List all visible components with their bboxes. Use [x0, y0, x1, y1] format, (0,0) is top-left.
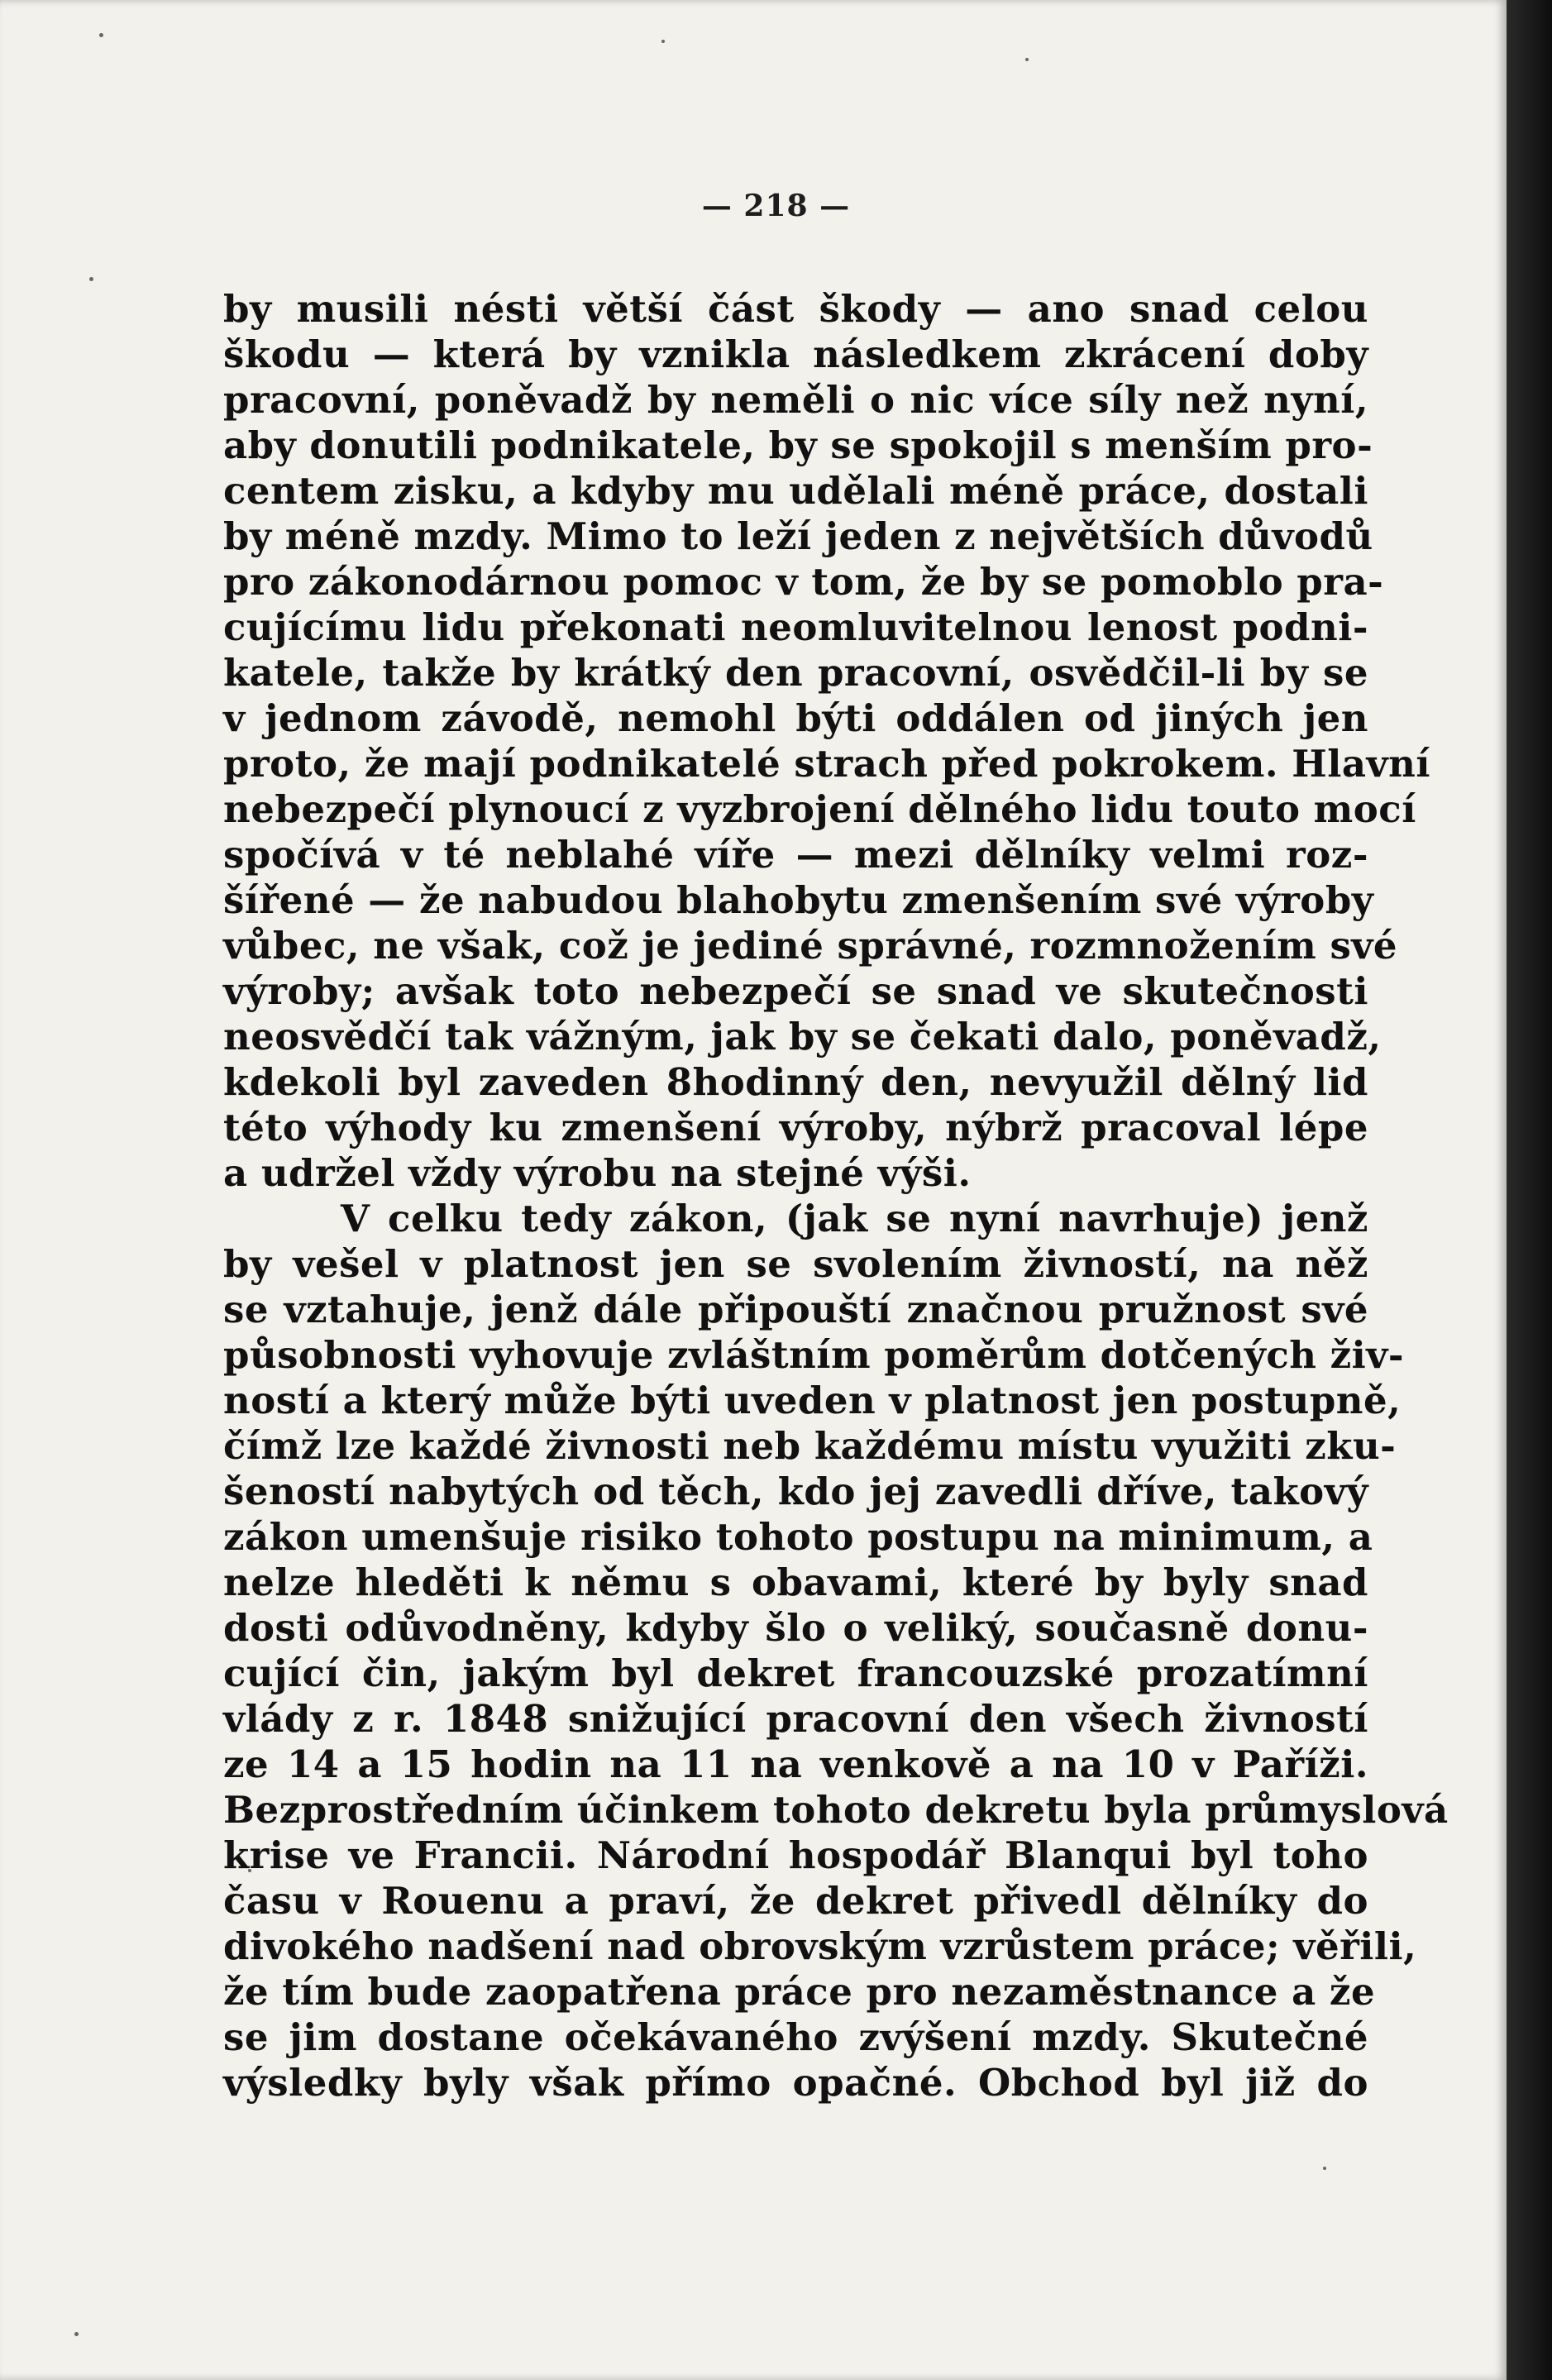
text-line: se vztahuje, jenž dále připouští značnou pružnost své [223, 1288, 1368, 1331]
text-line: že tím bude zaopatřena práce pro nezaměstnance a že [223, 1970, 1376, 2014]
text-line: spočívá v té neblahé víře — mezi dělníky velmi roz- [223, 833, 1368, 877]
print-speck [74, 2332, 79, 2336]
text-line: nebezpečí plynoucí z vyzbrojení dělného lidu touto mocí [223, 787, 1416, 831]
text-line: šeností nabytých od těch, kdo jej zavedli dříve, takový [223, 1470, 1368, 1513]
print-speck [661, 40, 665, 43]
text-line: centem zisku, a kdyby mu udělali méně práce, dostali [223, 469, 1368, 513]
text-line: vlády z r. 1848 snižující pracovní den všech živností [223, 1697, 1368, 1741]
print-speck [89, 277, 93, 281]
text-line: výsledky byly však přímo opačné. Obchod byl již do [223, 2061, 1368, 2105]
text-line: proto, že mají podnikatelé strach před pokrokem. Hlavní [223, 742, 1430, 786]
text-line: ze 14 a 15 hodin na 11 na venkově a na 10 v Paříži. [223, 1742, 1368, 1786]
text-line: cující čin, jakým byl dekret francouzské prozatímní [223, 1651, 1368, 1695]
text-line: dosti odůvodněny, kdyby šlo o veliký, současně donu- [223, 1606, 1368, 1650]
text-line: pro zákonodárnou pomoc v tom, že by se pomoblo pra- [223, 560, 1384, 604]
text-line: výroby; avšak toto nebezpečí se snad ve skutečnosti [223, 969, 1368, 1013]
page-edge-shadow [1507, 0, 1552, 2380]
text-line: nelze hleděti k němu s obavami, které by byly snad [223, 1560, 1368, 1604]
text-line: vůbec, ne však, což je jediné správné, rozmnožením své [223, 924, 1398, 968]
text-line: by vešel v platnost jen se svolením živností, na něž [223, 1242, 1368, 1286]
text-line: pracovní, poněvadž by neměli o nic více síly než nyní, [223, 378, 1368, 422]
text-line: zákon umenšuje risiko tohoto postupu na minimum, a [223, 1515, 1373, 1559]
text-line: kdekoli byl zaveden 8hodinný den, nevyužil dělný lid [223, 1060, 1368, 1104]
text-line: škodu — která by vznikla následkem zkrácení doby [223, 332, 1368, 376]
text-line: se jim dostane očekávaného zvýšení mzdy. Skutečné [223, 2015, 1368, 2059]
text-line: šířené — že nabudou blahobytu zmenšením své výroby [223, 878, 1374, 922]
body-text [223, 286, 1449, 2105]
text-line: katele, takže by krátký den pracovní, osvědčil-li by se [223, 651, 1368, 695]
text-line: aby donutili podnikatele, by se spokojil s menším pro- [223, 423, 1373, 467]
text-line: této výhody ku zmenšení výroby, nýbrž pracoval lépe [223, 1106, 1368, 1149]
page-number: — 218 — [701, 189, 851, 223]
text-line: v jednom závodě, nemohl býti oddálen od jiných jen [223, 696, 1368, 740]
text-line: čímž lze každé živnosti neb každému místu využiti zku- [223, 1424, 1397, 1468]
print-speck [1025, 58, 1029, 61]
text-line: by musili nésti větší část škody — ano snad celou [223, 287, 1368, 331]
text-line: času v Rouenu a praví, že dekret přivedl dělníky do [223, 1879, 1368, 1923]
text-line: divokého nadšení nad obrovským vzrůstem práce; věřili, [223, 1924, 1417, 1968]
text-line: neosvědčí tak vážným, jak by se čekati dalo, poněvadž, [223, 1015, 1382, 1059]
text-line: krise ve Francii. Národní hospodář Blanqui byl toho [223, 1833, 1368, 1877]
print-speck [99, 33, 103, 37]
text-line: působnosti vyhovuje zvláštním poměrům dotčených živ- [223, 1333, 1405, 1377]
text-line: by méně mzdy. Mimo to leží jeden z největších důvodů [223, 514, 1373, 558]
text-line: Bezprostředním účinkem tohoto dekretu byla průmyslová [223, 1788, 1449, 1832]
text-line: V celku tedy zákon, (jak se nyní navrhuje) jenž [341, 1197, 1368, 1240]
text-line: cujícímu lidu překonati neomluvitelnou lenost podni- [223, 605, 1368, 649]
text-line: ností a který může býti uveden v platnost jen postupně, [223, 1379, 1402, 1422]
print-speck [1323, 2167, 1326, 2170]
text-line: a udržel vždy výrobu na stejné výši. [223, 1151, 972, 1195]
